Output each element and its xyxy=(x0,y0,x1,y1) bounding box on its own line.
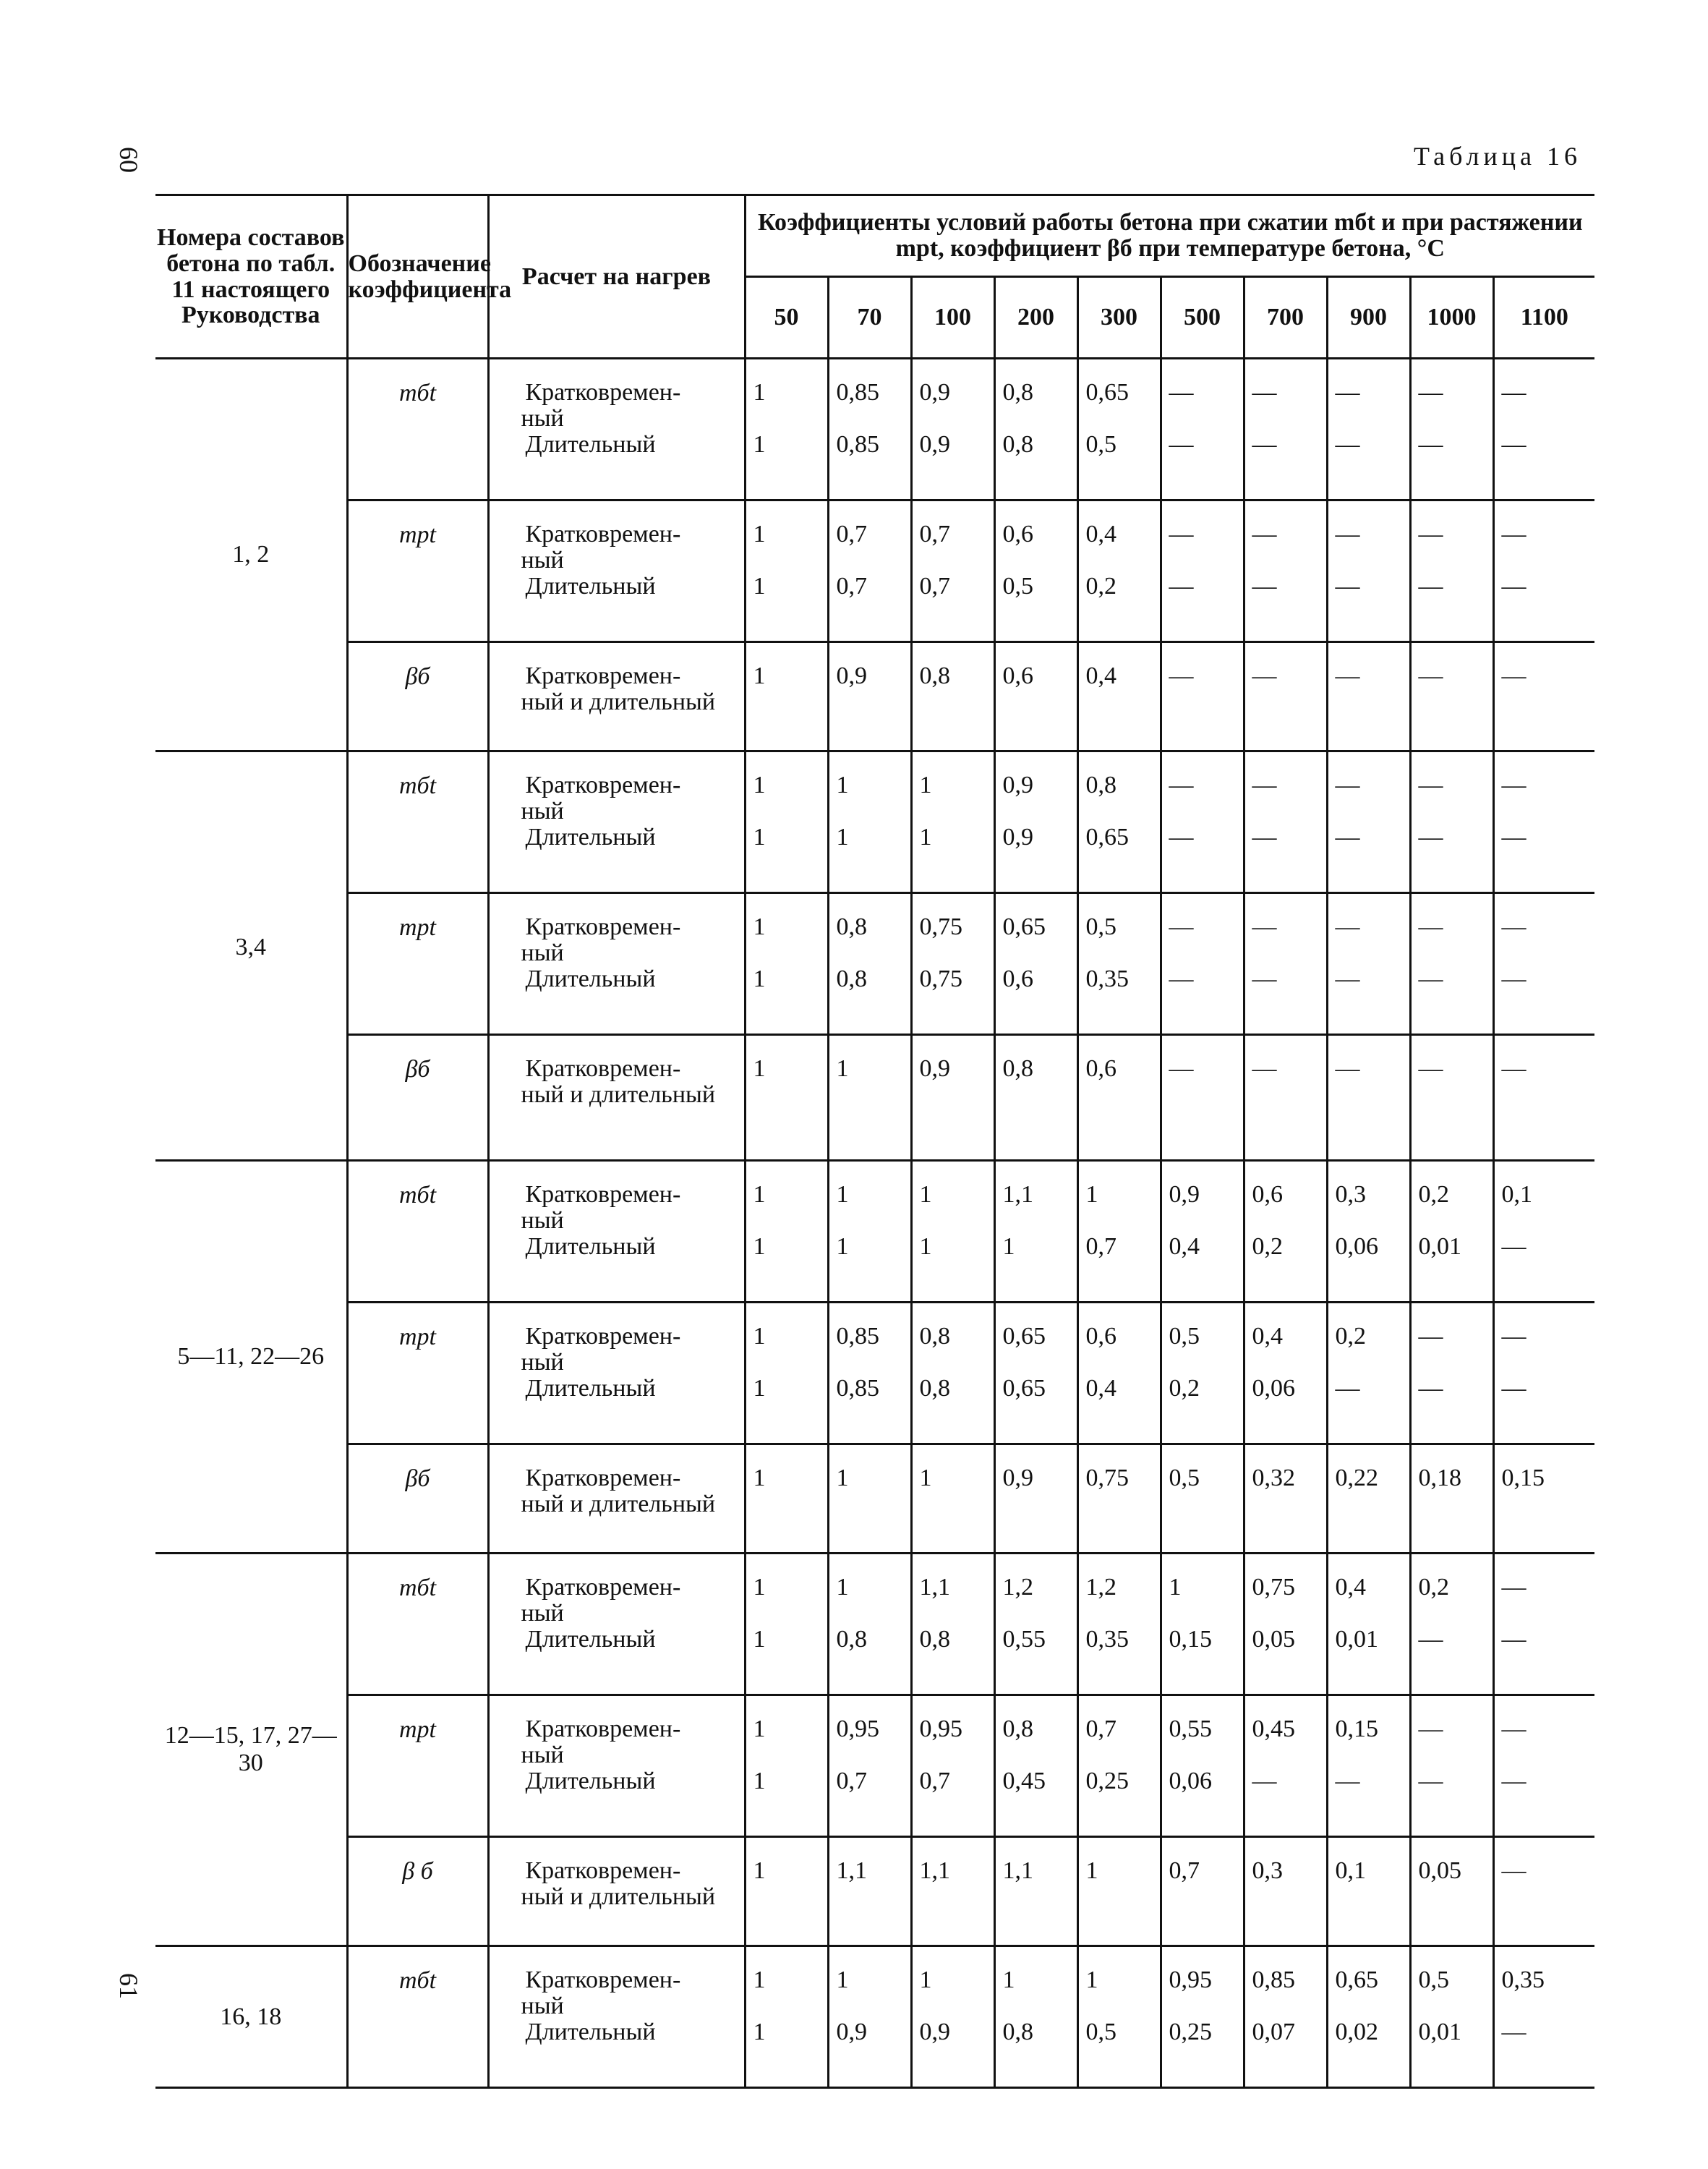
value-cell: — xyxy=(1493,1837,1594,1946)
value-cell: 0,85 0,85 xyxy=(828,359,911,500)
value-cell: 0,3 xyxy=(1244,1837,1327,1946)
value-cell: — — xyxy=(1410,893,1493,1035)
value-cell: 0,18 xyxy=(1410,1444,1493,1554)
heating-calc-type: Кратковремен- ный и длительный xyxy=(488,1035,745,1143)
coefficient-symbol: mрt xyxy=(347,1695,488,1837)
value-cell: 0,8 xyxy=(994,1035,1077,1143)
table-row xyxy=(155,1695,1594,1837)
value-cell: 0,95 0,7 xyxy=(828,1695,911,1837)
value-cell: 1 1 xyxy=(745,359,828,500)
header-temp-200: 200 xyxy=(994,277,1077,359)
coefficient-symbol: βб xyxy=(347,1035,488,1143)
value-cell: 0,75 0,75 xyxy=(911,893,994,1035)
value-cell: — — xyxy=(1327,893,1410,1035)
table-row xyxy=(155,359,1594,500)
coefficient-symbol: βб xyxy=(347,1444,488,1554)
value-cell: — — xyxy=(1161,893,1244,1035)
page-number-bottom: 61 xyxy=(114,1973,143,1999)
value-cell: 0,9 xyxy=(911,1035,994,1143)
value-cell: 0,2 — xyxy=(1327,1303,1410,1444)
coefficient-symbol: mбt xyxy=(347,1554,488,1695)
value-cell: 0,75 xyxy=(1077,1444,1161,1554)
value-cell: — xyxy=(1493,1035,1594,1143)
value-cell: 1 0,5 xyxy=(1077,1946,1161,2088)
header-temp-50: 50 xyxy=(745,277,828,359)
coefficient-symbol: βб xyxy=(347,642,488,751)
value-cell: — — xyxy=(1161,500,1244,642)
header-temp-100: 100 xyxy=(911,277,994,359)
value-cell: 0,7 0,7 xyxy=(911,500,994,642)
table-row xyxy=(155,642,1594,751)
value-cell: 1,2 0,35 xyxy=(1077,1554,1161,1695)
value-cell: — — xyxy=(1161,751,1244,893)
heating-calc-type: Кратковремен- ный и длительный xyxy=(488,1444,745,1554)
value-cell: — xyxy=(1244,1035,1327,1143)
value-cell: 1 1 xyxy=(828,751,911,893)
value-cell: 0,95 0,25 xyxy=(1161,1946,1244,2088)
value-cell: — xyxy=(1161,642,1244,751)
value-cell: 0,7 0,25 xyxy=(1077,1695,1161,1837)
value-cell: 1,1 1 xyxy=(994,1161,1077,1303)
header-coefficient-symbol: Обозначение коэффициента xyxy=(347,195,488,359)
value-cell: 0,65 0,6 xyxy=(994,893,1077,1035)
heating-calc-type: Кратковремен- ный и длительный xyxy=(488,642,745,751)
value-cell: — xyxy=(1410,642,1493,751)
value-cell: 0,8 0,8 xyxy=(994,359,1077,500)
value-cell: 0,8 0,45 xyxy=(994,1695,1077,1837)
table-row xyxy=(155,1837,1594,1946)
value-cell: 0,1 xyxy=(1327,1837,1410,1946)
value-cell: 1 1 xyxy=(745,1161,828,1303)
value-cell: 0,65 0,65 xyxy=(994,1303,1077,1444)
value-cell: 0,9 0,9 xyxy=(911,359,994,500)
heating-calc-type: Кратковремен- ный Длительный xyxy=(488,1554,745,1695)
group-label: 1, 2 xyxy=(155,359,347,751)
coefficient-symbol: mбt xyxy=(347,359,488,500)
value-cell: 0,1 — xyxy=(1493,1161,1594,1303)
value-cell: 1 1 xyxy=(745,1554,828,1695)
table-row xyxy=(155,1303,1594,1444)
value-cell: 1 0,8 xyxy=(994,1946,1077,2088)
value-cell: 0,65 0,02 xyxy=(1327,1946,1410,2088)
coefficient-table xyxy=(155,194,1594,1143)
value-cell: 0,3 0,06 xyxy=(1327,1161,1410,1303)
value-cell: — — xyxy=(1410,359,1493,500)
heating-calc-type: Кратковремен- ный Длительный xyxy=(488,1695,745,1837)
value-cell: 0,6 0,2 xyxy=(1244,1161,1327,1303)
value-cell: — xyxy=(1244,642,1327,751)
value-cell: 0,8 0,8 xyxy=(828,893,911,1035)
value-cell: 0,6 0,5 xyxy=(994,500,1077,642)
value-cell: — — xyxy=(1410,1303,1493,1444)
value-cell: 0,22 xyxy=(1327,1444,1410,1554)
value-cell: — — xyxy=(1410,1695,1493,1837)
value-cell: 0,5 xyxy=(1161,1444,1244,1554)
value-cell: 1 xyxy=(828,1035,911,1143)
value-cell: 1 1 xyxy=(745,1946,828,2088)
value-cell: 0,8 xyxy=(911,642,994,751)
value-cell: 0,8 0,65 xyxy=(1077,751,1161,893)
header-temp-500: 500 xyxy=(1161,277,1244,359)
value-cell: 1 1 xyxy=(745,1303,828,1444)
table-lower xyxy=(155,1125,1580,2089)
value-cell: 1 0,9 xyxy=(911,1946,994,2088)
value-cell: 0,9 0,9 xyxy=(994,751,1077,893)
value-cell: — — xyxy=(1493,359,1594,500)
value-cell: 1 xyxy=(745,1837,828,1946)
group-label: 5—11, 22—26 xyxy=(155,1161,347,1554)
value-cell: 1 1 xyxy=(828,1161,911,1303)
coefficient-symbol: mрt xyxy=(347,1303,488,1444)
value-cell: — — xyxy=(1327,359,1410,500)
value-cell: — — xyxy=(1410,751,1493,893)
value-cell: 1 xyxy=(911,1444,994,1554)
value-cell: 0,32 xyxy=(1244,1444,1327,1554)
header-temp-300: 300 xyxy=(1077,277,1161,359)
value-cell: 0,9 xyxy=(994,1444,1077,1554)
value-cell: 0,9 0,4 xyxy=(1161,1161,1244,1303)
heating-calc-type: Кратковремен- ный и длительный xyxy=(488,1837,745,1946)
value-cell: 0,2 — xyxy=(1410,1554,1493,1695)
value-cell: — — xyxy=(1493,1303,1594,1444)
value-cell: 1 0,15 xyxy=(1161,1554,1244,1695)
value-cell: 1 0,7 xyxy=(1077,1161,1161,1303)
value-cell: 0,95 0,7 xyxy=(911,1695,994,1837)
value-cell: 0,65 0,5 xyxy=(1077,359,1161,500)
value-cell: 1,1 xyxy=(911,1837,994,1946)
value-cell: — — xyxy=(1327,751,1410,893)
value-cell: 0,6 xyxy=(1077,1035,1161,1143)
value-cell: — xyxy=(1327,1035,1410,1143)
value-cell: 1,1 xyxy=(828,1837,911,1946)
value-cell: — — xyxy=(1493,1695,1594,1837)
table-row xyxy=(155,1444,1594,1554)
heating-calc-type: Кратковремен- ный Длительный xyxy=(488,1303,745,1444)
header-temp-900: 900 xyxy=(1327,277,1410,359)
value-cell: 1 1 xyxy=(745,500,828,642)
header-temp-700: 700 xyxy=(1244,277,1327,359)
value-cell: 0,4 0,2 xyxy=(1077,500,1161,642)
value-cell: 0,8 0,8 xyxy=(911,1303,994,1444)
value-cell: 1 1 xyxy=(911,751,994,893)
value-cell: 1 1 xyxy=(911,1161,994,1303)
coefficient-symbol: mбt xyxy=(347,751,488,893)
value-cell: — xyxy=(1493,642,1594,751)
value-cell: 1,1 0,8 xyxy=(911,1554,994,1695)
table-row xyxy=(155,751,1594,893)
value-cell: 0,7 0,7 xyxy=(828,500,911,642)
value-cell: 1 xyxy=(828,1444,911,1554)
value-cell: 0,55 0,06 xyxy=(1161,1695,1244,1837)
header-temp-70: 70 xyxy=(828,277,911,359)
value-cell: 0,35 — xyxy=(1493,1946,1594,2088)
value-cell: — xyxy=(1327,642,1410,751)
coefficient-symbol: β б xyxy=(347,1837,488,1946)
value-cell: 1 0,8 xyxy=(828,1554,911,1695)
value-cell: 0,05 xyxy=(1410,1837,1493,1946)
value-cell: 0,85 0,85 xyxy=(828,1303,911,1444)
value-cell: 0,5 0,2 xyxy=(1161,1303,1244,1444)
value-cell: — — xyxy=(1327,500,1410,642)
header-heating-calc: Расчет на нагрев xyxy=(488,195,745,359)
coefficient-symbol: mбt xyxy=(347,1161,488,1303)
value-cell: — — xyxy=(1244,500,1327,642)
heating-calc-type: Кратковремен- ный Длительный xyxy=(488,751,745,893)
heating-calc-type: Кратковремен- ный Длительный xyxy=(488,359,745,500)
value-cell: 0,85 0,07 xyxy=(1244,1946,1327,2088)
value-cell: 0,4 0,06 xyxy=(1244,1303,1327,1444)
value-cell: 0,15 — xyxy=(1327,1695,1410,1837)
value-cell: — — xyxy=(1161,359,1244,500)
value-cell: 0,5 0,01 xyxy=(1410,1946,1493,2088)
value-cell: 0,45 — xyxy=(1244,1695,1327,1837)
value-cell: — — xyxy=(1244,893,1327,1035)
value-cell: 0,15 xyxy=(1493,1444,1594,1554)
value-cell: 0,75 0,05 xyxy=(1244,1554,1327,1695)
value-cell: — — xyxy=(1244,751,1327,893)
header-composition-numbers: Номера составов бетона по табл. 11 настоящего Руководства xyxy=(155,195,347,359)
value-cell: 0,4 xyxy=(1077,642,1161,751)
value-cell: 1 xyxy=(745,642,828,751)
value-cell: — — xyxy=(1493,1554,1594,1695)
group-label: 3,4 xyxy=(155,751,347,1143)
value-cell: — — xyxy=(1493,500,1594,642)
page-number-top: 60 xyxy=(114,147,143,173)
table-caption: Таблица 16 xyxy=(1414,142,1581,171)
header-temp-1000: 1000 xyxy=(1410,277,1493,359)
value-cell: 1 xyxy=(745,1035,828,1143)
value-cell: 0,6 0,4 xyxy=(1077,1303,1161,1444)
coefficient-symbol: mрt xyxy=(347,893,488,1035)
coefficient-table xyxy=(155,1159,1594,2089)
value-cell: — — xyxy=(1493,751,1594,893)
value-cell: 1 0,9 xyxy=(828,1946,911,2088)
value-cell: — xyxy=(1410,1035,1493,1143)
value-cell: 1 xyxy=(1077,1837,1161,1946)
table-row xyxy=(155,1554,1594,1695)
heating-calc-type: Кратковремен- ный Длительный xyxy=(488,893,745,1035)
coefficient-symbol: mрt xyxy=(347,500,488,642)
table-row xyxy=(155,500,1594,642)
value-cell: 1 1 xyxy=(745,751,828,893)
coefficient-symbol: mбt xyxy=(347,1946,488,2088)
value-cell: — xyxy=(1161,1035,1244,1143)
table-row xyxy=(155,893,1594,1035)
value-cell: 0,2 0,01 xyxy=(1410,1161,1493,1303)
heating-calc-type: Кратковремен- ный Длительный xyxy=(488,500,745,642)
table-row xyxy=(155,1161,1594,1303)
value-cell: 0,4 0,01 xyxy=(1327,1554,1410,1695)
header-temp-1100: 1100 xyxy=(1493,277,1594,359)
value-cell: — — xyxy=(1410,500,1493,642)
group-label: 12—15, 17, 27—30 xyxy=(155,1554,347,1946)
value-cell: 0,5 0,35 xyxy=(1077,893,1161,1035)
heating-calc-type: Кратковремен- ный Длительный xyxy=(488,1946,745,2088)
value-cell: 1 xyxy=(745,1444,828,1554)
value-cell: 1,2 0,55 xyxy=(994,1554,1077,1695)
continuation-ticks xyxy=(155,1125,1594,1159)
value-cell: 1 1 xyxy=(745,893,828,1035)
table-row xyxy=(155,1946,1594,2088)
header-coefficients-title: Коэффициенты условий работы бетона при сжатии mбt и при растяжении mpt, коэффициент βб при температуре бетона, °С xyxy=(745,195,1594,277)
group-label: 16, 18 xyxy=(155,1946,347,2088)
heating-calc-type: Кратковремен- ный Длительный xyxy=(488,1161,745,1303)
value-cell: 1,1 xyxy=(994,1837,1077,1946)
value-cell: 0,7 xyxy=(1161,1837,1244,1946)
value-cell: 0,9 xyxy=(828,642,911,751)
value-cell: — — xyxy=(1244,359,1327,500)
table-upper xyxy=(155,194,1583,1172)
value-cell: 1 1 xyxy=(745,1695,828,1837)
value-cell: — — xyxy=(1493,893,1594,1035)
value-cell: 0,6 xyxy=(994,642,1077,751)
